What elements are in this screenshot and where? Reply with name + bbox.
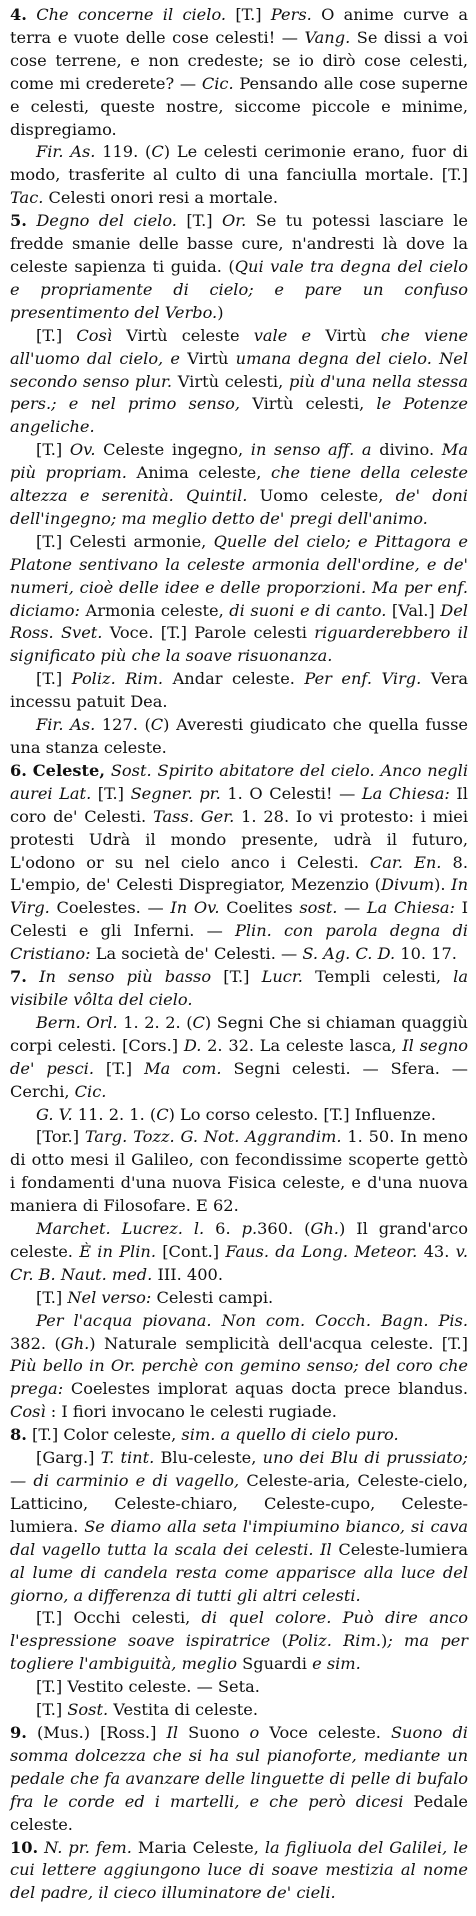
sense-7-celesti-campi: [T.] Nel verso: Celesti campi.	[36, 1287, 274, 1307]
sense-8-occhi-celesti: [T.] Occhi celesti, di quel colore. Può dire anco l'espressione soave ispiratrice (Poliz. Rim.); ma per togliere l'ambiguità, meglio Sguardi e sim.	[10, 1608, 469, 1674]
sense-7-corpi-celesti: Bern. Orl. 1. 2. 2. (C) Segni Che si chiaman quaggiù corpi celesti. [Cors.] D. 2. 32. La celeste lasca, Il segno de' pesci. [T.] Ma com. Segni celesti. — Sfera. — Cerchi, Cic.	[10, 1012, 468, 1101]
sense-5-celeste-ingegno: [T.] Ov. Celeste ingegno, in senso aff. a divino. Ma più propriam. Anima celeste, che tiene della celeste altezza e serenità. Quintil. Uomo celeste, de' doni dell'ingegno; ma meglio detto de' pregi dell'animo.	[10, 440, 469, 528]
sense-8: 8. [T.] Color celeste, sim. a quello di cielo puro.	[10, 1425, 399, 1445]
sense-8-tintoria: [Garg.] T. tint. Blu-celeste, uno dei Blu di prussiato; — di carminio e di vagello, Celeste-aria, Celeste-cielo, Latticino, Celeste-chiaro, Celeste-cupo, Celeste-lumiera. Se diamo alla seta l'impiumino bianco, si cava dal vagello tutta la scala dei celesti. Il Celeste-lumiera al lume di candela resta come apparisce alla luce del giorno, a differenza di tutti gli altri celesti.	[10, 1448, 469, 1605]
sense-7-fisica-celeste: [Tor.] Targ. Tozz. G. Not. Aggrandim. 1. 50. In meno di otto mesi il Galileo, con fecondissime scoperte gettò i fondamenti d'una nuova Fisica celeste, e d'una nuova maniera di Filosofare. E 62.	[10, 1127, 468, 1216]
sense-8-vestita-di-celeste: [T.] Sost. Vestita di celeste.	[36, 1700, 258, 1720]
sense-5: 5. Degno del cielo. [T.] Or. Se tu potessi lasciare le fredde smanie delle basse cure, n'andresti là dove la celeste sapienza ti guida. (Qui vale tra degna del cielo e propriamente di cielo; e pare un confuso presentimento del Verbo.)	[10, 211, 469, 322]
sense-6: 6. Celeste, Sost. Spirito abitatore del cielo. Anco negli aurei Lat. [T.] Segner. pr. 1. O Celesti! — La Chiesa: Il coro de' Celesti. Tass. Ger. 1. 28. Io vi protesto: i miei protesti Udrà il mondo presente, udrà il futuro, L'odono or su nel cielo anco i Celesti. Car. En. 8. L'empio, de' Celesti Dispregiator, Mezenzio (Divum). In Virg. Coelestes. — In Ov. Coelites sost. — La Chiesa: I Celesti e gli Inferni. — Plin. con parola degna di Cristiano: La società de' Celesti. — S. Ag. C. D. 10. 17.	[10, 760, 469, 964]
sense-7-corso-celesto: G. V. 11. 2. 1. (C) Lo corso celesto. [T.] Influenze.	[36, 1104, 437, 1124]
sense-4-citation: Fir. As. 119. (C) Le celesti cerimonie erano, fuor di modo, trasferite al culto di una fanciulla mortale. [T.] Tac. Celesti onori resi a mortale.	[10, 142, 468, 208]
sense-4: 4. Che concerne il cielo. [T.] Pers. O anime curve a terra e vuote delle cose celesti! — Vang. Se dissi a voi cose terrene, e non credeste; se io dirò cose celesti, come mi crederete? — Cic. Pensando alle cose superne e celesti, queste nostre, siccome piccole e minime, dispregiamo.	[10, 5, 468, 139]
sense-5-celesti-armonie: [T.] Celesti armonie, Quelle del cielo; e Pittagora e Platone sentivano la celeste armonia dell'ordine, e de' numeri, cioè delle idee e delle proporzioni. Ma per enf. diciamo: Armonia celeste, di suoni e di canto. [Val.] Del Ross. Svet. Voce. [T.] Parole celesti riguarderebbero il significato più che la soave risuonanza.	[10, 531, 469, 666]
sense-5-stanza-celeste: Fir. As. 127. (C) Averesti giudicato che quella fusse una stanza celeste.	[10, 715, 468, 757]
sense-7-acqua-celeste: Per l'acqua piovana. Non com. Cocch. Bagn. Pis. 382. (Gh.) Naturale semplicità dell'acqua celeste. [T.] Più bello in Or. perchè con gemino senso; del coro che prega: Coelestes implorat aquas docta prece blandus. Così : I fiori invocano le celesti rugiade.	[10, 1310, 468, 1422]
sense-10: 10. N. pr. fem. Maria Celeste, la figliuola del Galilei, le cui lettere aggiungono luce di soave mestizia al nome del padre, il cieco illuminatore de' cieli.	[10, 1837, 468, 1903]
sense-9: 9. (Mus.) [Ross.] Il Suono o Voce celeste. Suono di somma dolcezza che si ha sul pianoforte, mediante un pedale che fa avanzare delle linguette di pelle di bufalo fra le corde ed i martelli, e che però dicesi Pedale celeste.	[10, 1722, 468, 1834]
sense-8-vestito-celeste: [T.] Vestito celeste. — Seta.	[36, 1677, 260, 1697]
sense-5-virtu-celeste: [T.] Così Virtù celeste vale e Virtù che viene all'uomo dal cielo, e Virtù umana degna del cielo. Nel secondo senso plur. Virtù celesti, più d'una nella stessa pers.; e nel primo senso, Virtù celesti, le Potenze angeliche.	[10, 325, 469, 437]
sense-7: 7. In senso più basso [T.] Lucr. Templi celesti, la visibile vôlta del cielo.	[10, 967, 468, 1009]
sense-7-arco-celeste: Marchet. Lucrez. l. 6. p.360. (Gh.) Il grand'arco celeste. È in Plin. [Cont.] Faus. da Long. Meteor. 43. v. Cr. B. Naut. med. III. 400.	[10, 1219, 468, 1284]
sense-5-andar-celeste: [T.] Poliz. Rim. Andar celeste. Per enf. Virg. Vera incessu patuit Dea.	[10, 669, 468, 712]
